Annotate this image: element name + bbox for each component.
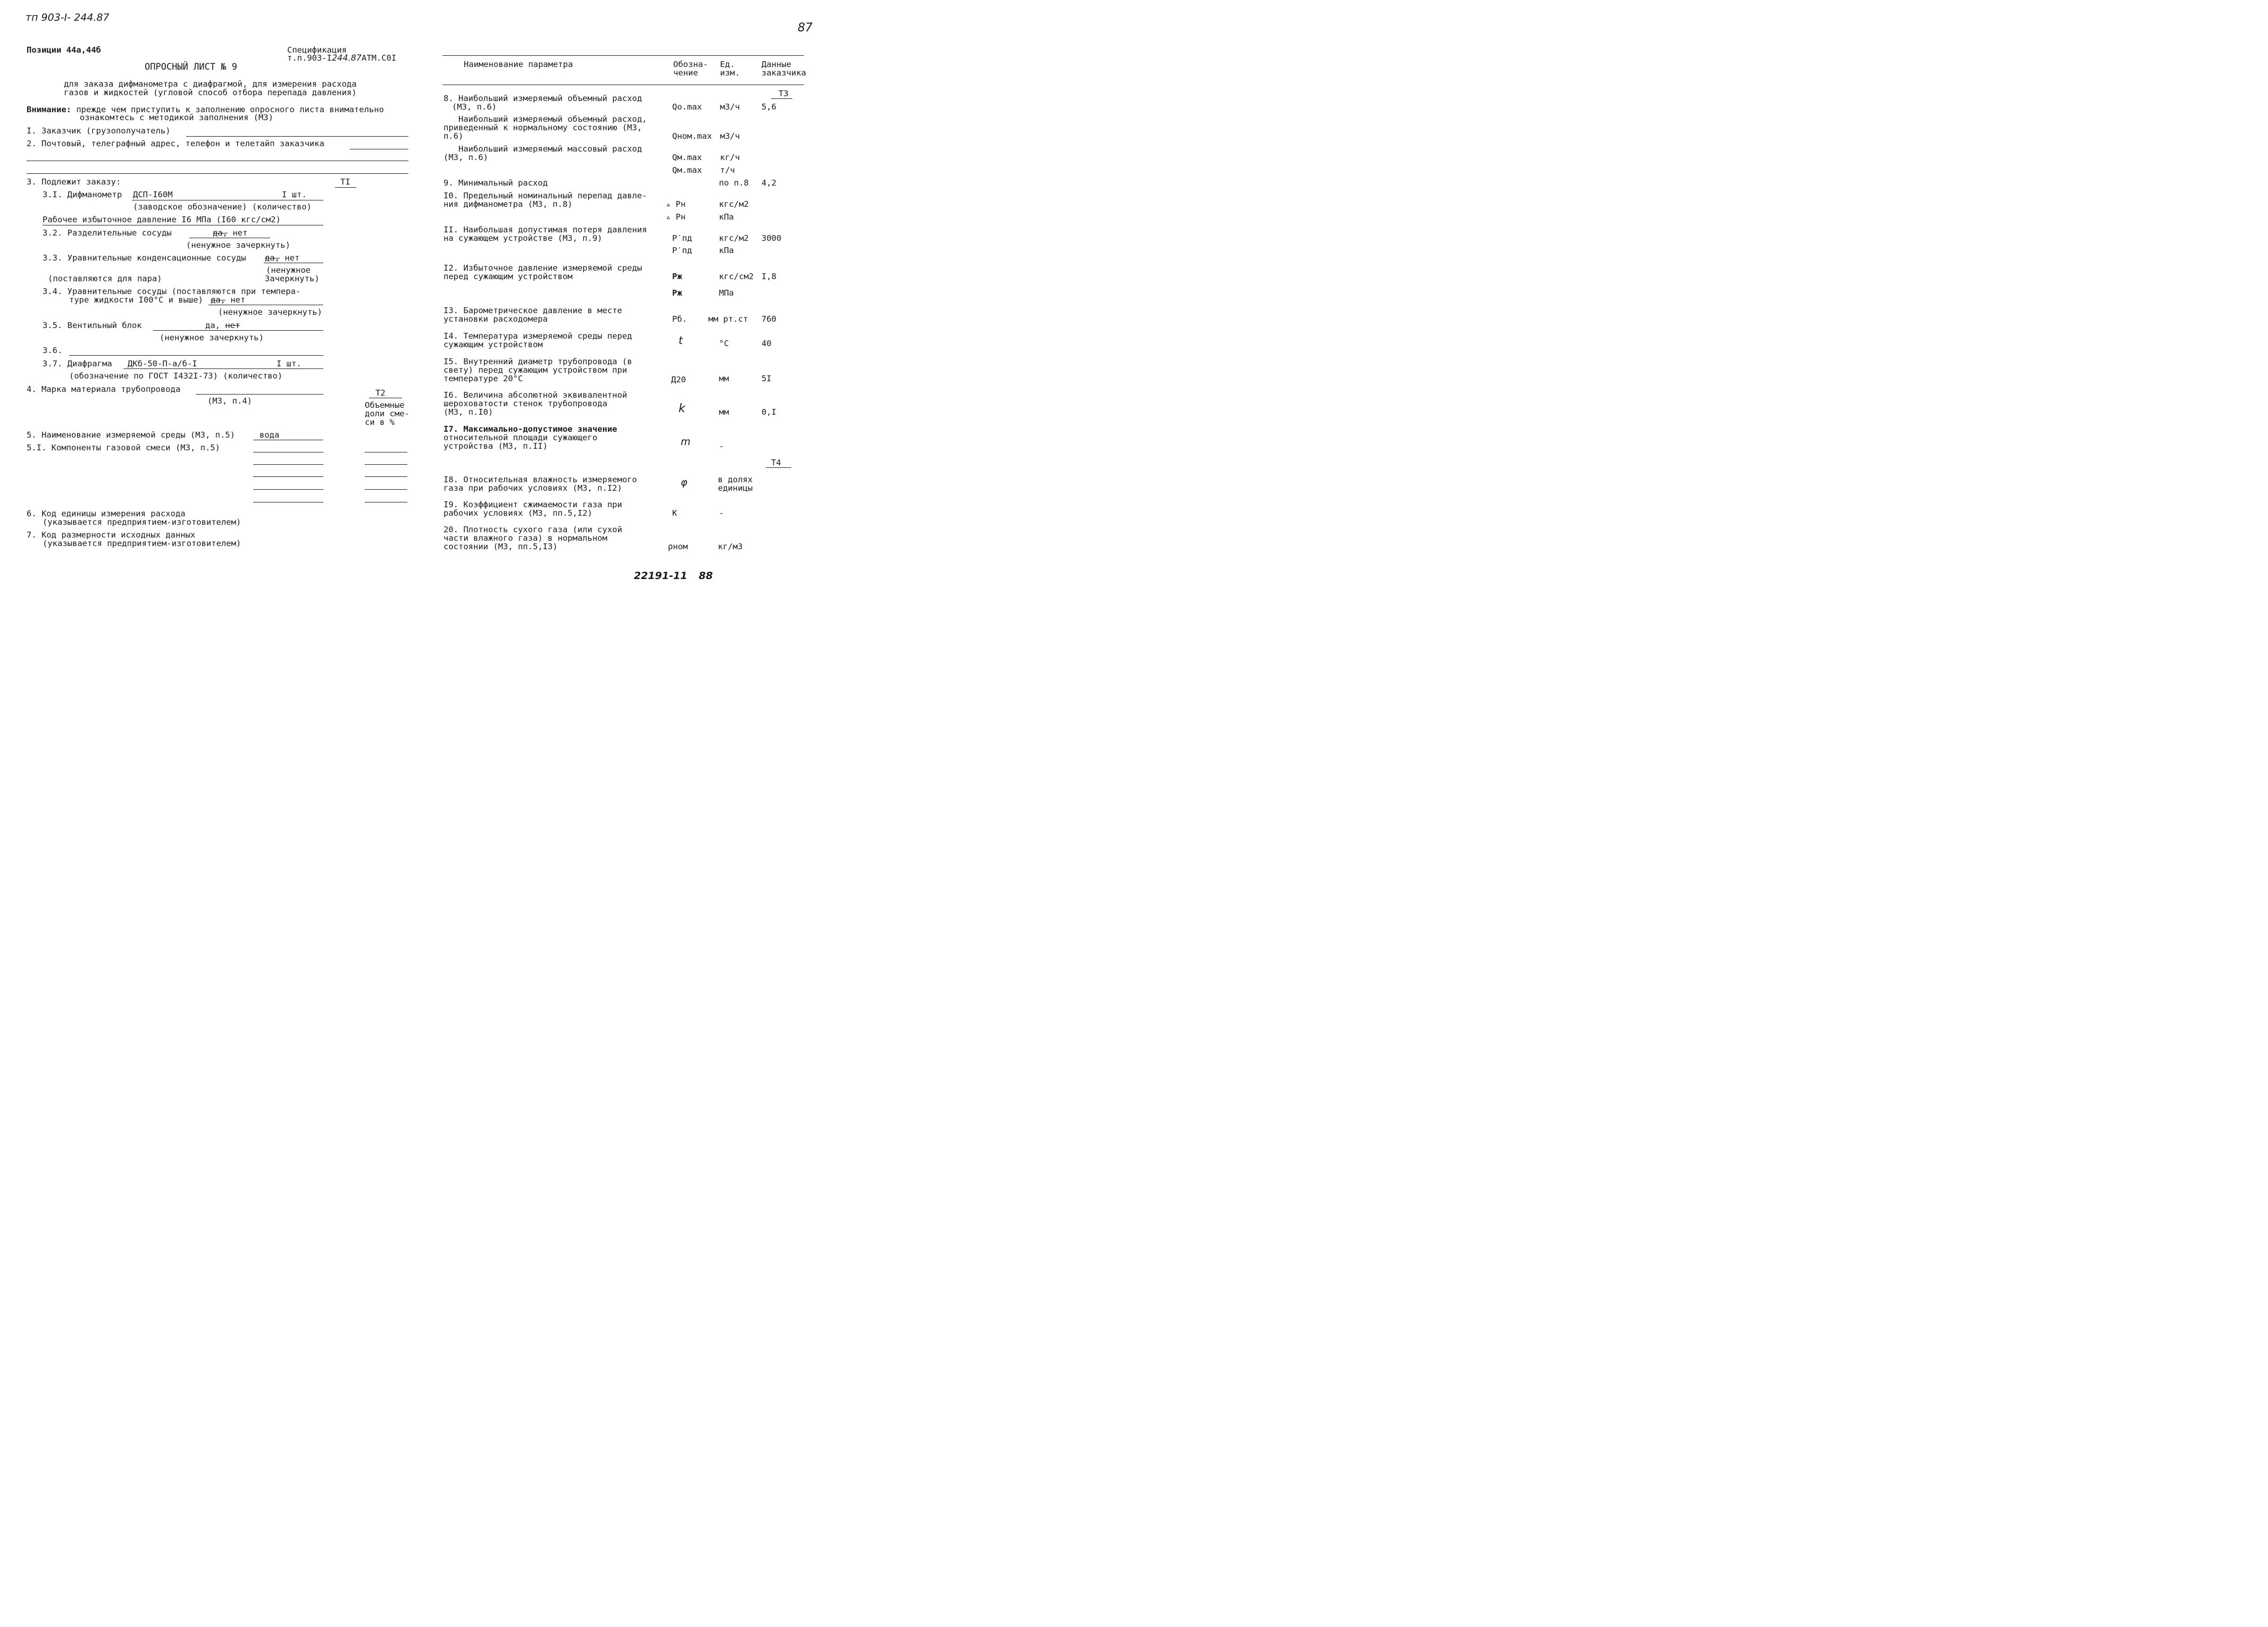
dp-gauge-note: (заводское обозначение) (количество) — [133, 202, 312, 212]
param-16-symbol: k — [679, 402, 685, 415]
param-8-symbol: Qо.max — [672, 102, 702, 112]
param-8b-symbol: Qном.max — [672, 131, 712, 141]
attention-text-2: ознакомтесь с методикой заполнения (М3) — [80, 113, 273, 122]
param-15-value[interactable]: 5I — [761, 374, 772, 383]
orifice-qty: I шт. — [277, 359, 302, 368]
param-16-line2: шероховатости стенок трубопровода — [443, 399, 607, 408]
dp-gauge-value: ДСП-I60М — [133, 190, 173, 199]
param-8-value[interactable]: 5,6 — [761, 102, 776, 112]
param-12-symbol-2: Рж — [672, 288, 682, 298]
table-t3-label: T3 — [779, 89, 789, 98]
field-customer: I. Заказчик (грузополучатель) — [27, 126, 171, 136]
col-header-unit-1: Ед. — [720, 60, 735, 69]
gas-fraction-line-4[interactable] — [365, 489, 407, 490]
param-18-unit-2: единицы — [718, 483, 753, 493]
param-15-line3: температуре 20°С — [443, 374, 523, 383]
gas-component-line-4[interactable] — [253, 489, 323, 490]
attention-text-1: прежде чем приступить к заполнению опросного листа внимательно — [76, 105, 384, 114]
param-11-unit-1: кгс/м2 — [719, 233, 749, 243]
col-header-unit-2: изм. — [720, 68, 740, 78]
spec-label: Спецификация — [287, 45, 347, 55]
param-15-line2: свету) перед сужающим устройством при — [443, 365, 627, 375]
param-10-line2: ния дифманометра (М3, п.8) — [443, 199, 573, 209]
gas-component-line-3[interactable] — [253, 476, 323, 477]
field-address: 2. Почтовый, телеграфный адрес, телефон и телетайп заказчика — [27, 139, 324, 148]
param-20-unit: кг/м3 — [718, 542, 743, 551]
param-14-value[interactable]: 40 — [761, 339, 772, 348]
param-20-symbol: ρном — [668, 542, 688, 551]
param-16-unit: мм — [719, 407, 729, 417]
page-bottom-number: 88 — [699, 570, 713, 582]
flow-unit-code-label: 6. Код единицы измерения расхода — [27, 509, 186, 518]
param-16-line3: (М3, п.I0) — [443, 407, 493, 417]
param-8b-unit: м3/ч — [720, 131, 740, 141]
param-10-unit-1: кгс/м2 — [719, 199, 749, 209]
section-3-title: 3. Подлежит заказу: — [27, 177, 121, 187]
param-11-symbol-1: Р′пд — [672, 233, 692, 243]
param-17-line2: относительной площади сужающего — [443, 433, 598, 442]
param-12-line1: I2. Избыточное давление измеряемой среды — [443, 263, 642, 273]
table-t3-underline — [771, 98, 792, 99]
dimension-code-label: 7. Код размерности исходных данных — [27, 530, 196, 540]
param-13-value[interactable]: 760 — [761, 314, 776, 324]
spec-code: т.п.903-I244.87АТМ.С0I — [287, 53, 397, 63]
field-address-line-3[interactable] — [27, 173, 408, 174]
equalizing-vessels-choice: да, нет — [211, 295, 246, 305]
equalizing-vessels-line2: туре жидкости I00°С и выше) — [69, 295, 203, 305]
param-15-line1: I5. Внутренний диаметр трубопровода (в — [443, 357, 632, 366]
param-8b-line2: приведенный к нормальному состоянию (М3, — [443, 123, 642, 132]
param-20-line3: состоянии (М3, пп.5,I3) — [443, 542, 558, 551]
medium-name-label: 5. Наименование измеряемой среды (М3, п.5) — [27, 430, 235, 440]
dimension-code-note: (указывается предприятием-изготовителем) — [43, 539, 241, 548]
attention-label: Внимание: — [27, 105, 71, 114]
param-9-line1: 9. Минимальный расход — [443, 178, 548, 188]
param-19-line1: I9. Коэффициент сжимаемости газа при — [443, 500, 622, 509]
param-18-line2: газа при рабочих условиях (М3, п.I2) — [443, 483, 622, 493]
param-11-line1: II. Наибольшая допустимая потеря давления — [443, 225, 647, 234]
param-12-value[interactable]: I,8 — [761, 272, 776, 281]
gas-fraction-line-2[interactable] — [365, 464, 407, 465]
separating-vessels-choice: да, нет — [213, 228, 248, 238]
medium-name-value: вода — [260, 430, 280, 440]
param-8c-line2: (М3, п.6) — [443, 153, 488, 162]
condensation-vessels-choice: да, нет — [265, 253, 300, 263]
valve-block-choice: да, нет — [205, 321, 240, 330]
condensation-vessels-supplied: (поставляются для пара) — [48, 274, 162, 283]
orifice-note: (обозначение по ГОСТ I432I-73) (количество) — [69, 371, 283, 381]
param-10-line1: I0. Предельный номинальный перепад давле- — [443, 191, 647, 200]
param-8c-unit-2: т/ч — [720, 165, 735, 175]
pipe-material-label: 4. Марка материала трубопровода — [27, 384, 181, 394]
param-19-unit: - — [719, 508, 724, 518]
positions-label: Позиции 44а,44б — [27, 45, 101, 55]
param-9-value[interactable]: 4,2 — [761, 178, 776, 188]
param-14-symbol: t — [679, 334, 683, 347]
dp-gauge-qty: I шт. — [282, 190, 307, 199]
param-9-unit: по п.8 — [719, 178, 749, 188]
col-header-designation-2: чение — [673, 68, 698, 78]
param-18-unit-1: в долях — [718, 475, 753, 484]
param-12-unit-2: МПа — [719, 288, 734, 298]
table-t4-label: T4 — [771, 458, 781, 467]
pipe-material-line[interactable] — [196, 394, 323, 395]
param-11-line2: на сужающем устройстве (М3, п.9) — [443, 233, 602, 243]
form-subtitle-1: для заказа дифманометра с диафрагмой, для измерения расхода — [64, 79, 357, 89]
dp-gauge-label: 3.I. Дифманометр — [43, 190, 122, 199]
param-17-line1: I7. Максимально-допустимое значение — [443, 424, 617, 434]
param-19-symbol: К — [672, 508, 677, 518]
param-8b-line1: Наибольший измеряемый объемный расход, — [458, 114, 647, 124]
param-8b-line3: п.6) — [443, 131, 464, 141]
param-8c-unit-1: кг/ч — [720, 153, 740, 162]
param-20-line1: 20. Плотность сухого газа (или сухой — [443, 525, 622, 534]
param-16-line1: I6. Величина абсолютной эквивалентной — [443, 390, 627, 400]
param-20-line2: части влажного газа) в нормальном — [443, 533, 607, 543]
condensation-vessels-note-a: (ненужное — [266, 265, 311, 275]
form-subtitle-2: газов и жидкостей (угловой способ отбора перепада давления) — [64, 88, 357, 97]
col-header-parameter: Наименование параметра — [464, 60, 573, 69]
doc-code-handwritten: тп 903-I- 244.87 — [26, 12, 110, 23]
param-11-value[interactable]: 3000 — [761, 233, 782, 243]
table-t2-label: T2 — [375, 388, 386, 398]
param-14-line1: I4. Температура измеряемой среды перед — [443, 331, 632, 341]
table-t1-label: TI — [340, 177, 350, 187]
param-13-unit: мм рт.ст — [708, 314, 748, 324]
param-11-unit-2: кПа — [719, 246, 734, 255]
volume-fractions-3: си в % — [365, 417, 395, 427]
param-8-line1: 8. Наибольший измеряемый объемный расход — [443, 94, 642, 103]
orifice-value: ДКб-50-П-а/б-I — [128, 359, 197, 368]
pipe-material-note: (М3, п.4) — [207, 396, 252, 406]
table-t4-underline — [766, 467, 791, 468]
param-17-symbol: m — [681, 436, 691, 448]
separating-vessels-label: 3.2. Разделительные сосуды — [43, 228, 172, 238]
param-18-line1: I8. Относительная влажность измеряемого — [443, 475, 637, 484]
param-13-line2: установки расходомера — [443, 314, 548, 324]
equalizing-vessels-note: (ненужное зачеркнуть) — [218, 307, 322, 317]
param-15-unit: мм — [719, 374, 729, 383]
param-19-line2: рабочих условиях (М3, пп.5,I2) — [443, 508, 592, 518]
param-8c-line1: Наибольший измеряемый массовый расход — [458, 144, 642, 154]
param-17-unit: - — [719, 441, 724, 451]
equalizing-vessels-line1: 3.4. Уравнительные сосуды (поставляются при темпера- — [43, 287, 301, 296]
param-11-symbol-2: Р′пд — [672, 246, 692, 255]
param-13-symbol: Рб. — [672, 314, 687, 324]
param-8-unit: м3/ч — [720, 102, 740, 112]
table-t1-underline — [335, 187, 356, 188]
param-10-symbol-2: ▵ Рн — [666, 212, 686, 222]
table-top-rule — [442, 55, 804, 56]
orifice-line[interactable] — [123, 368, 323, 369]
gas-component-line-2[interactable] — [253, 464, 323, 465]
field-customer-line[interactable] — [186, 136, 408, 137]
param-17-line3: устройства (М3, п.II) — [443, 441, 548, 451]
flow-unit-code-note: (указывается предприятием-изготовителем) — [43, 517, 241, 527]
param-8-line2: (М3, п.6) — [452, 102, 497, 112]
page-number-top: 87 — [798, 21, 813, 35]
param-10-unit-2: кПа — [719, 212, 734, 222]
orifice-label: 3.7. Диафрагма — [43, 359, 112, 368]
param-8c-symbol-2: Qм.max — [672, 165, 702, 175]
valve-block-label: 3.5. Вентильный блок — [43, 321, 142, 330]
item-36-label: 3.6. — [43, 346, 63, 355]
param-12-symbol-1: Рж — [672, 272, 682, 281]
gas-fraction-line-3[interactable] — [365, 476, 407, 477]
param-8c-symbol-1: Qм.max — [672, 153, 702, 162]
param-15-symbol: Д20 — [671, 375, 686, 384]
param-12-line2: перед сужающим устройством — [443, 272, 573, 281]
condensation-vessels-label: 3.3. Уравнительные конденсационные сосуды — [43, 253, 246, 263]
param-16-value[interactable]: 0,I — [761, 407, 776, 417]
page-bottom-code: 22191-11 — [634, 570, 688, 582]
param-13-line1: I3. Барометрическое давление в месте — [443, 306, 622, 315]
valve-block-note: (ненужное зачеркнуть) — [160, 333, 264, 342]
param-14-line2: сужающим устройством — [443, 340, 543, 349]
working-pressure: Рабочее избыточное давление I6 МПа (I60 кгс/см2) — [43, 215, 281, 224]
valve-block-line[interactable] — [153, 330, 323, 331]
col-header-customer-2: заказчика — [761, 68, 806, 78]
param-14-unit: °С — [719, 339, 729, 348]
gas-components-label: 5.I. Компоненты газовой смеси (М3, п.5) — [27, 443, 220, 452]
col-header-customer-1: Данные — [761, 60, 791, 69]
condensation-vessels-note-b: Зачеркнуть) — [265, 274, 320, 283]
item-36-line[interactable] — [69, 355, 323, 356]
param-12-unit-1: кгс/см2 — [719, 272, 754, 281]
form-title: ОПРОСНЫЙ ЛИСТ № 9 — [145, 62, 237, 72]
volume-fractions-2: доли сме- — [365, 409, 409, 418]
param-18-symbol: φ — [681, 476, 688, 488]
param-10-symbol-1: ▵ Рн — [666, 199, 686, 209]
col-header-designation-1: Обозна- — [673, 60, 708, 69]
separating-vessels-note: (ненужное зачеркнуть) — [186, 240, 290, 250]
volume-fractions-1: Объемные — [365, 400, 405, 410]
